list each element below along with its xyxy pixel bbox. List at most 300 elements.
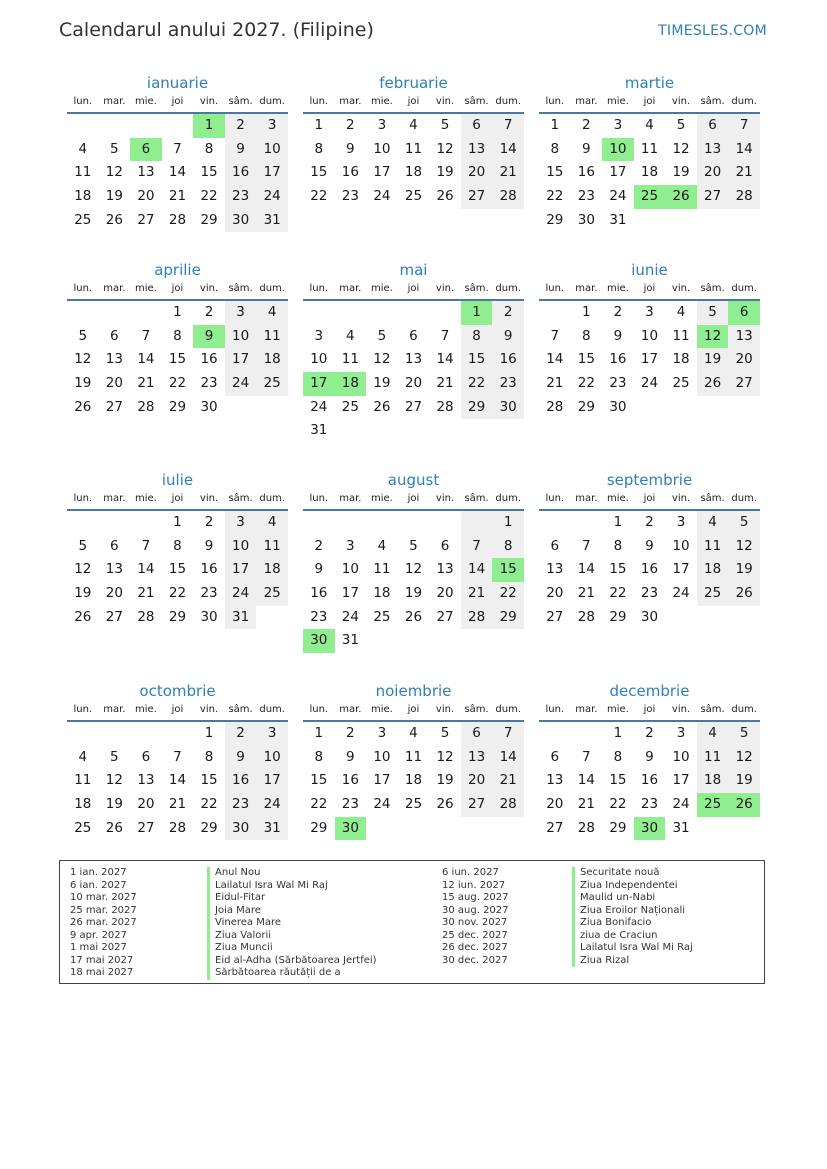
legend-date: 15 aug. 2027 <box>442 892 509 903</box>
day-cell: 30 <box>225 817 257 841</box>
month-name: iunie <box>631 261 668 279</box>
day-cell: 22 <box>492 582 524 606</box>
day-cell: 13 <box>546 772 564 789</box>
day-cell: 7 <box>440 327 450 344</box>
day-cell: 11 <box>373 561 391 578</box>
day-cell: 4 <box>409 725 418 741</box>
day-cell: 5 <box>440 117 450 133</box>
weekday-label: joi <box>643 493 656 504</box>
day-cell: 20 <box>546 585 564 602</box>
day-cell: 14 <box>436 351 454 368</box>
day-cell: 29 <box>200 819 218 836</box>
day-cell: 17 <box>225 558 257 582</box>
holiday-day-cell: 6 <box>130 138 162 162</box>
day-cell: 21 <box>461 582 493 606</box>
day-cell: 10 <box>672 748 690 765</box>
day-cell: 13 <box>404 351 423 368</box>
day-cell: 29 <box>168 608 187 625</box>
empty-cell <box>429 301 461 325</box>
empty-cell <box>571 722 603 746</box>
month-februarie <box>303 72 524 209</box>
month-name: martie <box>624 74 675 92</box>
day-cell: 9 <box>225 138 257 162</box>
day-cell: 19 <box>436 164 454 181</box>
day-cell: 1 <box>314 725 324 741</box>
day-cell: 21 <box>137 585 155 602</box>
day-cell: 25 <box>74 819 92 836</box>
empty-cell <box>67 722 99 746</box>
weekday-label: vin. <box>435 493 455 504</box>
weekday-label: sâm. <box>700 704 725 715</box>
day-cell: 15 <box>200 164 218 181</box>
empty-cell <box>130 511 162 535</box>
weekday-label: joi <box>643 283 656 294</box>
empty-cell <box>99 114 131 138</box>
weekday-label: lun. <box>309 283 329 294</box>
day-cell: 20 <box>436 585 454 602</box>
day-cell: 7 <box>461 535 493 559</box>
day-cell: 6 <box>461 114 493 138</box>
day-cell: 29 <box>609 819 627 836</box>
day-cell: 30 <box>609 398 627 415</box>
day-cell: 30 <box>200 398 218 415</box>
day-cell: 28 <box>546 398 564 415</box>
day-cell: 22 <box>200 796 218 813</box>
day-cell: 11 <box>74 772 92 789</box>
day-cell: 8 <box>582 327 591 344</box>
day-cell: 3 <box>225 301 257 325</box>
weekday-label: mar. <box>103 96 126 107</box>
brand-link[interactable]: TIMESLES.COM <box>658 23 767 39</box>
day-cell: 24 <box>373 188 391 205</box>
day-cell: 7 <box>141 327 151 344</box>
day-cell: 23 <box>341 796 359 813</box>
weekday-label: mar. <box>575 96 598 107</box>
day-cell: 17 <box>672 561 690 578</box>
day-cell: 14 <box>137 351 155 368</box>
month-name: iulie <box>161 471 194 489</box>
empty-cell <box>571 511 603 535</box>
day-cell: 12 <box>404 561 423 578</box>
day-cell: 19 <box>728 558 760 582</box>
weekday-label: mar. <box>339 704 362 715</box>
empty-cell <box>99 722 131 746</box>
day-cell: 20 <box>461 161 493 185</box>
legend-date: 17 mai 2027 <box>70 954 134 966</box>
weekday-label: vin. <box>435 96 455 107</box>
day-cell: 30 <box>225 209 257 233</box>
day-cell: 2 <box>346 725 355 741</box>
legend-right-dates <box>442 867 509 967</box>
weekday-label: mar. <box>339 96 362 107</box>
day-grid <box>539 301 760 419</box>
empty-cell <box>130 722 162 746</box>
day-cell: 27 <box>404 398 423 415</box>
day-cell: 29 <box>546 211 564 228</box>
weekday-label: vin. <box>671 493 691 504</box>
weekday-label: mar. <box>575 493 598 504</box>
day-cell: 12 <box>74 561 92 578</box>
day-cell: 9 <box>492 325 524 349</box>
day-cell: 6 <box>110 537 119 554</box>
day-cell: 7 <box>492 722 524 746</box>
day-cell: 29 <box>577 398 595 415</box>
day-cell: 24 <box>672 585 690 602</box>
day-cell: 21 <box>728 161 760 185</box>
legend-date: 26 mar. 2027 <box>70 917 137 928</box>
day-cell: 28 <box>577 819 595 836</box>
day-cell: 9 <box>204 537 214 554</box>
day-cell: 30 <box>492 396 524 420</box>
weekday-label: dum. <box>731 96 757 107</box>
month-name: decembrie <box>609 682 690 700</box>
weekday-header <box>303 491 524 511</box>
day-cell: 16 <box>492 348 524 372</box>
day-cell: 8 <box>173 327 182 344</box>
legend-left-names <box>207 867 377 980</box>
legend-date: 1 ian. 2027 <box>70 867 127 878</box>
day-grid <box>67 722 288 840</box>
day-cell: 29 <box>492 606 524 630</box>
empty-cell <box>539 301 571 325</box>
legend-right-names <box>572 867 693 967</box>
day-cell: 1 <box>582 304 591 320</box>
day-cell: 3 <box>314 327 324 344</box>
day-cell: 3 <box>346 537 355 554</box>
holiday-day-cell: 30 <box>335 817 367 841</box>
day-cell: 7 <box>582 748 591 765</box>
day-cell: 3 <box>377 725 387 741</box>
day-cell: 5 <box>110 748 119 765</box>
day-cell: 5 <box>676 117 686 133</box>
legend-holiday-name: Sărbătoarea răutății de a <box>207 967 377 980</box>
weekday-label: mie. <box>134 493 157 504</box>
day-cell: 2 <box>314 537 324 554</box>
legend-holiday-name: Ziua Eroilor Naționali <box>572 905 693 918</box>
day-cell: 26 <box>74 608 92 625</box>
day-cell: 31 <box>672 819 690 836</box>
day-cell: 11 <box>341 351 359 368</box>
legend-holiday-name: Vinerea Mare <box>207 917 377 930</box>
weekday-label: vin. <box>671 704 691 715</box>
day-cell: 5 <box>377 327 387 344</box>
weekday-label: mar. <box>339 283 362 294</box>
day-cell: 5 <box>110 140 119 157</box>
day-cell: 29 <box>461 396 493 420</box>
day-cell: 20 <box>137 188 155 205</box>
day-cell: 20 <box>461 769 493 793</box>
day-cell: 12 <box>373 351 391 368</box>
day-cell: 2 <box>492 301 524 325</box>
month-name: octombrie <box>139 682 216 700</box>
day-cell: 8 <box>613 748 623 765</box>
month-aprilie <box>67 259 288 419</box>
weekday-header <box>539 491 760 511</box>
month-noiembrie <box>303 680 524 840</box>
day-cell: 28 <box>137 608 155 625</box>
empty-cell <box>539 511 571 535</box>
day-cell: 17 <box>256 769 288 793</box>
day-cell: 25 <box>404 796 423 813</box>
day-cell: 3 <box>256 722 288 746</box>
day-cell: 21 <box>168 796 187 813</box>
weekday-label: joi <box>407 493 420 504</box>
day-cell: 22 <box>200 188 218 205</box>
day-cell: 23 <box>200 585 218 602</box>
day-cell: 30 <box>640 608 659 625</box>
weekday-header <box>303 281 524 301</box>
day-cell: 7 <box>173 748 182 765</box>
day-cell: 2 <box>225 722 257 746</box>
weekday-label: dum. <box>731 283 757 294</box>
weekday-header <box>539 94 760 114</box>
day-cell: 21 <box>168 188 187 205</box>
day-cell: 16 <box>341 772 359 789</box>
holiday-legend <box>59 860 765 984</box>
day-cell: 9 <box>645 748 654 765</box>
day-cell: 16 <box>200 561 218 578</box>
day-cell: 21 <box>492 769 524 793</box>
holiday-day-cell: 17 <box>303 372 335 396</box>
day-cell: 16 <box>640 772 659 789</box>
legend-date: 9 apr. 2027 <box>70 929 128 941</box>
legend-date: 26 dec. 2027 <box>442 942 508 953</box>
day-cell: 4 <box>697 511 729 535</box>
day-cell: 27 <box>461 185 493 209</box>
day-grid <box>539 114 760 232</box>
empty-cell <box>99 511 131 535</box>
day-cell: 25 <box>404 188 423 205</box>
day-cell: 9 <box>613 327 623 344</box>
legend-date: 25 dec. 2027 <box>442 929 508 941</box>
legend-date: 10 mar. 2027 <box>70 892 137 903</box>
day-grid <box>303 301 524 443</box>
day-cell: 12 <box>74 351 92 368</box>
day-cell: 1 <box>550 117 560 133</box>
weekday-label: joi <box>171 704 184 715</box>
day-cell: 10 <box>225 325 257 349</box>
day-cell: 23 <box>310 608 328 625</box>
day-cell: 28 <box>461 606 493 630</box>
day-cell: 17 <box>640 351 659 368</box>
day-cell: 18 <box>404 772 423 789</box>
day-cell: 29 <box>168 398 187 415</box>
month-ianuarie <box>67 72 288 232</box>
weekday-label: mar. <box>575 283 598 294</box>
weekday-label: mie. <box>370 96 393 107</box>
day-cell: 9 <box>645 537 654 554</box>
day-cell: 18 <box>697 558 729 582</box>
weekday-header <box>303 702 524 722</box>
day-cell: 12 <box>728 535 760 559</box>
day-cell: 21 <box>492 161 524 185</box>
day-cell: 20 <box>105 585 123 602</box>
weekday-label: lun. <box>545 704 565 715</box>
weekday-label: mar. <box>103 704 126 715</box>
day-cell: 15 <box>609 561 627 578</box>
empty-cell <box>398 301 430 325</box>
legend-date: 12 iun. 2027 <box>442 879 506 891</box>
day-cell: 18 <box>640 164 659 181</box>
day-cell: 27 <box>436 608 454 625</box>
holiday-day-cell: 12 <box>697 325 729 349</box>
weekday-label: vin. <box>435 704 455 715</box>
day-cell: 31 <box>310 422 328 439</box>
day-grid <box>67 511 288 629</box>
day-cell: 1 <box>613 725 623 741</box>
day-cell: 23 <box>640 796 659 813</box>
empty-cell <box>335 511 367 535</box>
day-cell: 4 <box>346 327 355 344</box>
legend-holiday-name: Lailatul Isra Wal Mi Raj <box>207 880 377 893</box>
empty-cell <box>303 511 335 535</box>
day-cell: 19 <box>74 585 92 602</box>
day-cell: 11 <box>672 327 690 344</box>
day-cell: 6 <box>110 327 119 344</box>
day-cell: 3 <box>377 117 387 133</box>
day-cell: 31 <box>225 606 257 630</box>
legend-holiday-name: Ziua Valorii <box>207 930 377 943</box>
day-cell: 17 <box>341 585 359 602</box>
day-cell: 13 <box>461 138 493 162</box>
day-cell: 18 <box>672 351 690 368</box>
empty-cell <box>539 722 571 746</box>
day-cell: 23 <box>200 375 218 392</box>
day-cell: 18 <box>256 348 288 372</box>
day-cell: 15 <box>168 561 187 578</box>
weekday-label: lun. <box>545 96 565 107</box>
month-august <box>303 469 524 653</box>
holiday-day-cell: 30 <box>303 629 335 653</box>
weekday-header <box>303 94 524 114</box>
day-cell: 17 <box>256 161 288 185</box>
day-cell: 2 <box>346 117 355 133</box>
day-cell: 25 <box>373 608 391 625</box>
month-name: mai <box>399 261 428 279</box>
day-cell: 3 <box>676 514 686 530</box>
day-cell: 22 <box>168 375 187 392</box>
day-cell: 1 <box>492 511 524 535</box>
holiday-day-cell: 10 <box>602 138 634 162</box>
weekday-label: mie. <box>606 493 629 504</box>
day-cell: 29 <box>310 819 328 836</box>
day-cell: 31 <box>609 211 627 228</box>
day-cell: 19 <box>373 375 391 392</box>
day-cell: 14 <box>168 164 187 181</box>
legend-holiday-name: ziua de Craciun <box>572 930 693 943</box>
day-cell: 6 <box>141 748 151 765</box>
day-cell: 24 <box>373 796 391 813</box>
day-cell: 13 <box>728 325 760 349</box>
day-cell: 9 <box>582 140 591 157</box>
day-cell: 26 <box>728 582 760 606</box>
day-cell: 21 <box>436 375 454 392</box>
weekday-label: dum. <box>259 493 285 504</box>
day-cell: 10 <box>373 748 391 765</box>
day-cell: 6 <box>409 327 418 344</box>
legend-holiday-name: Joia Mare <box>207 905 377 918</box>
legend-holiday-name: Maulid un-Nabi <box>572 892 693 905</box>
day-cell: 1 <box>613 514 623 530</box>
weekday-label: mar. <box>103 493 126 504</box>
empty-cell <box>67 511 99 535</box>
weekday-label: mie. <box>134 704 157 715</box>
day-cell: 19 <box>728 769 760 793</box>
month-mai <box>303 259 524 443</box>
day-cell: 29 <box>609 608 627 625</box>
weekday-label: joi <box>171 96 184 107</box>
weekday-label: mie. <box>606 283 629 294</box>
weekday-label: sâm. <box>700 283 725 294</box>
day-cell: 24 <box>225 372 257 396</box>
weekday-label: lun. <box>545 283 565 294</box>
weekday-label: sâm. <box>700 493 725 504</box>
month-iunie <box>539 259 760 419</box>
day-cell: 2 <box>582 117 591 133</box>
day-cell: 19 <box>105 188 123 205</box>
day-cell: 25 <box>256 582 288 606</box>
day-cell: 10 <box>256 138 288 162</box>
day-grid <box>303 511 524 653</box>
day-grid <box>303 722 524 840</box>
day-cell: 10 <box>672 537 690 554</box>
day-cell: 4 <box>676 304 686 320</box>
day-cell: 24 <box>256 185 288 209</box>
weekday-label: vin. <box>671 283 691 294</box>
day-cell: 21 <box>577 796 595 813</box>
day-cell: 28 <box>436 398 454 415</box>
day-cell: 16 <box>577 164 595 181</box>
weekday-label: joi <box>407 704 420 715</box>
day-cell: 5 <box>697 301 729 325</box>
weekday-label: mie. <box>370 283 393 294</box>
day-cell: 12 <box>436 140 454 157</box>
legend-date: 30 dec. 2027 <box>442 954 508 966</box>
day-cell: 7 <box>173 140 182 157</box>
weekday-header <box>539 702 760 722</box>
day-cell: 13 <box>697 138 729 162</box>
day-cell: 8 <box>204 140 214 157</box>
legend-holiday-name: Ziua Independentei <box>572 880 693 893</box>
day-cell: 4 <box>645 117 654 133</box>
day-cell: 8 <box>204 748 214 765</box>
day-cell: 13 <box>461 746 493 770</box>
day-cell: 2 <box>204 304 214 320</box>
weekday-label: dum. <box>495 704 521 715</box>
day-cell: 30 <box>200 608 218 625</box>
legend-date: 30 aug. 2027 <box>442 904 509 916</box>
weekday-label: joi <box>643 96 656 107</box>
holiday-day-cell: 1 <box>193 114 225 138</box>
day-cell: 27 <box>546 819 564 836</box>
day-cell: 27 <box>697 185 729 209</box>
day-cell: 21 <box>577 585 595 602</box>
day-cell: 10 <box>225 535 257 559</box>
day-cell: 17 <box>225 348 257 372</box>
empty-cell <box>99 301 131 325</box>
day-cell: 28 <box>137 398 155 415</box>
day-cell: 24 <box>225 582 257 606</box>
day-cell: 1 <box>314 117 324 133</box>
day-cell: 16 <box>640 561 659 578</box>
day-cell: 24 <box>609 188 627 205</box>
day-cell: 10 <box>640 327 659 344</box>
day-cell: 13 <box>436 561 454 578</box>
day-cell: 16 <box>609 351 627 368</box>
day-cell: 12 <box>105 772 123 789</box>
day-cell: 8 <box>461 325 493 349</box>
day-cell: 26 <box>373 398 391 415</box>
